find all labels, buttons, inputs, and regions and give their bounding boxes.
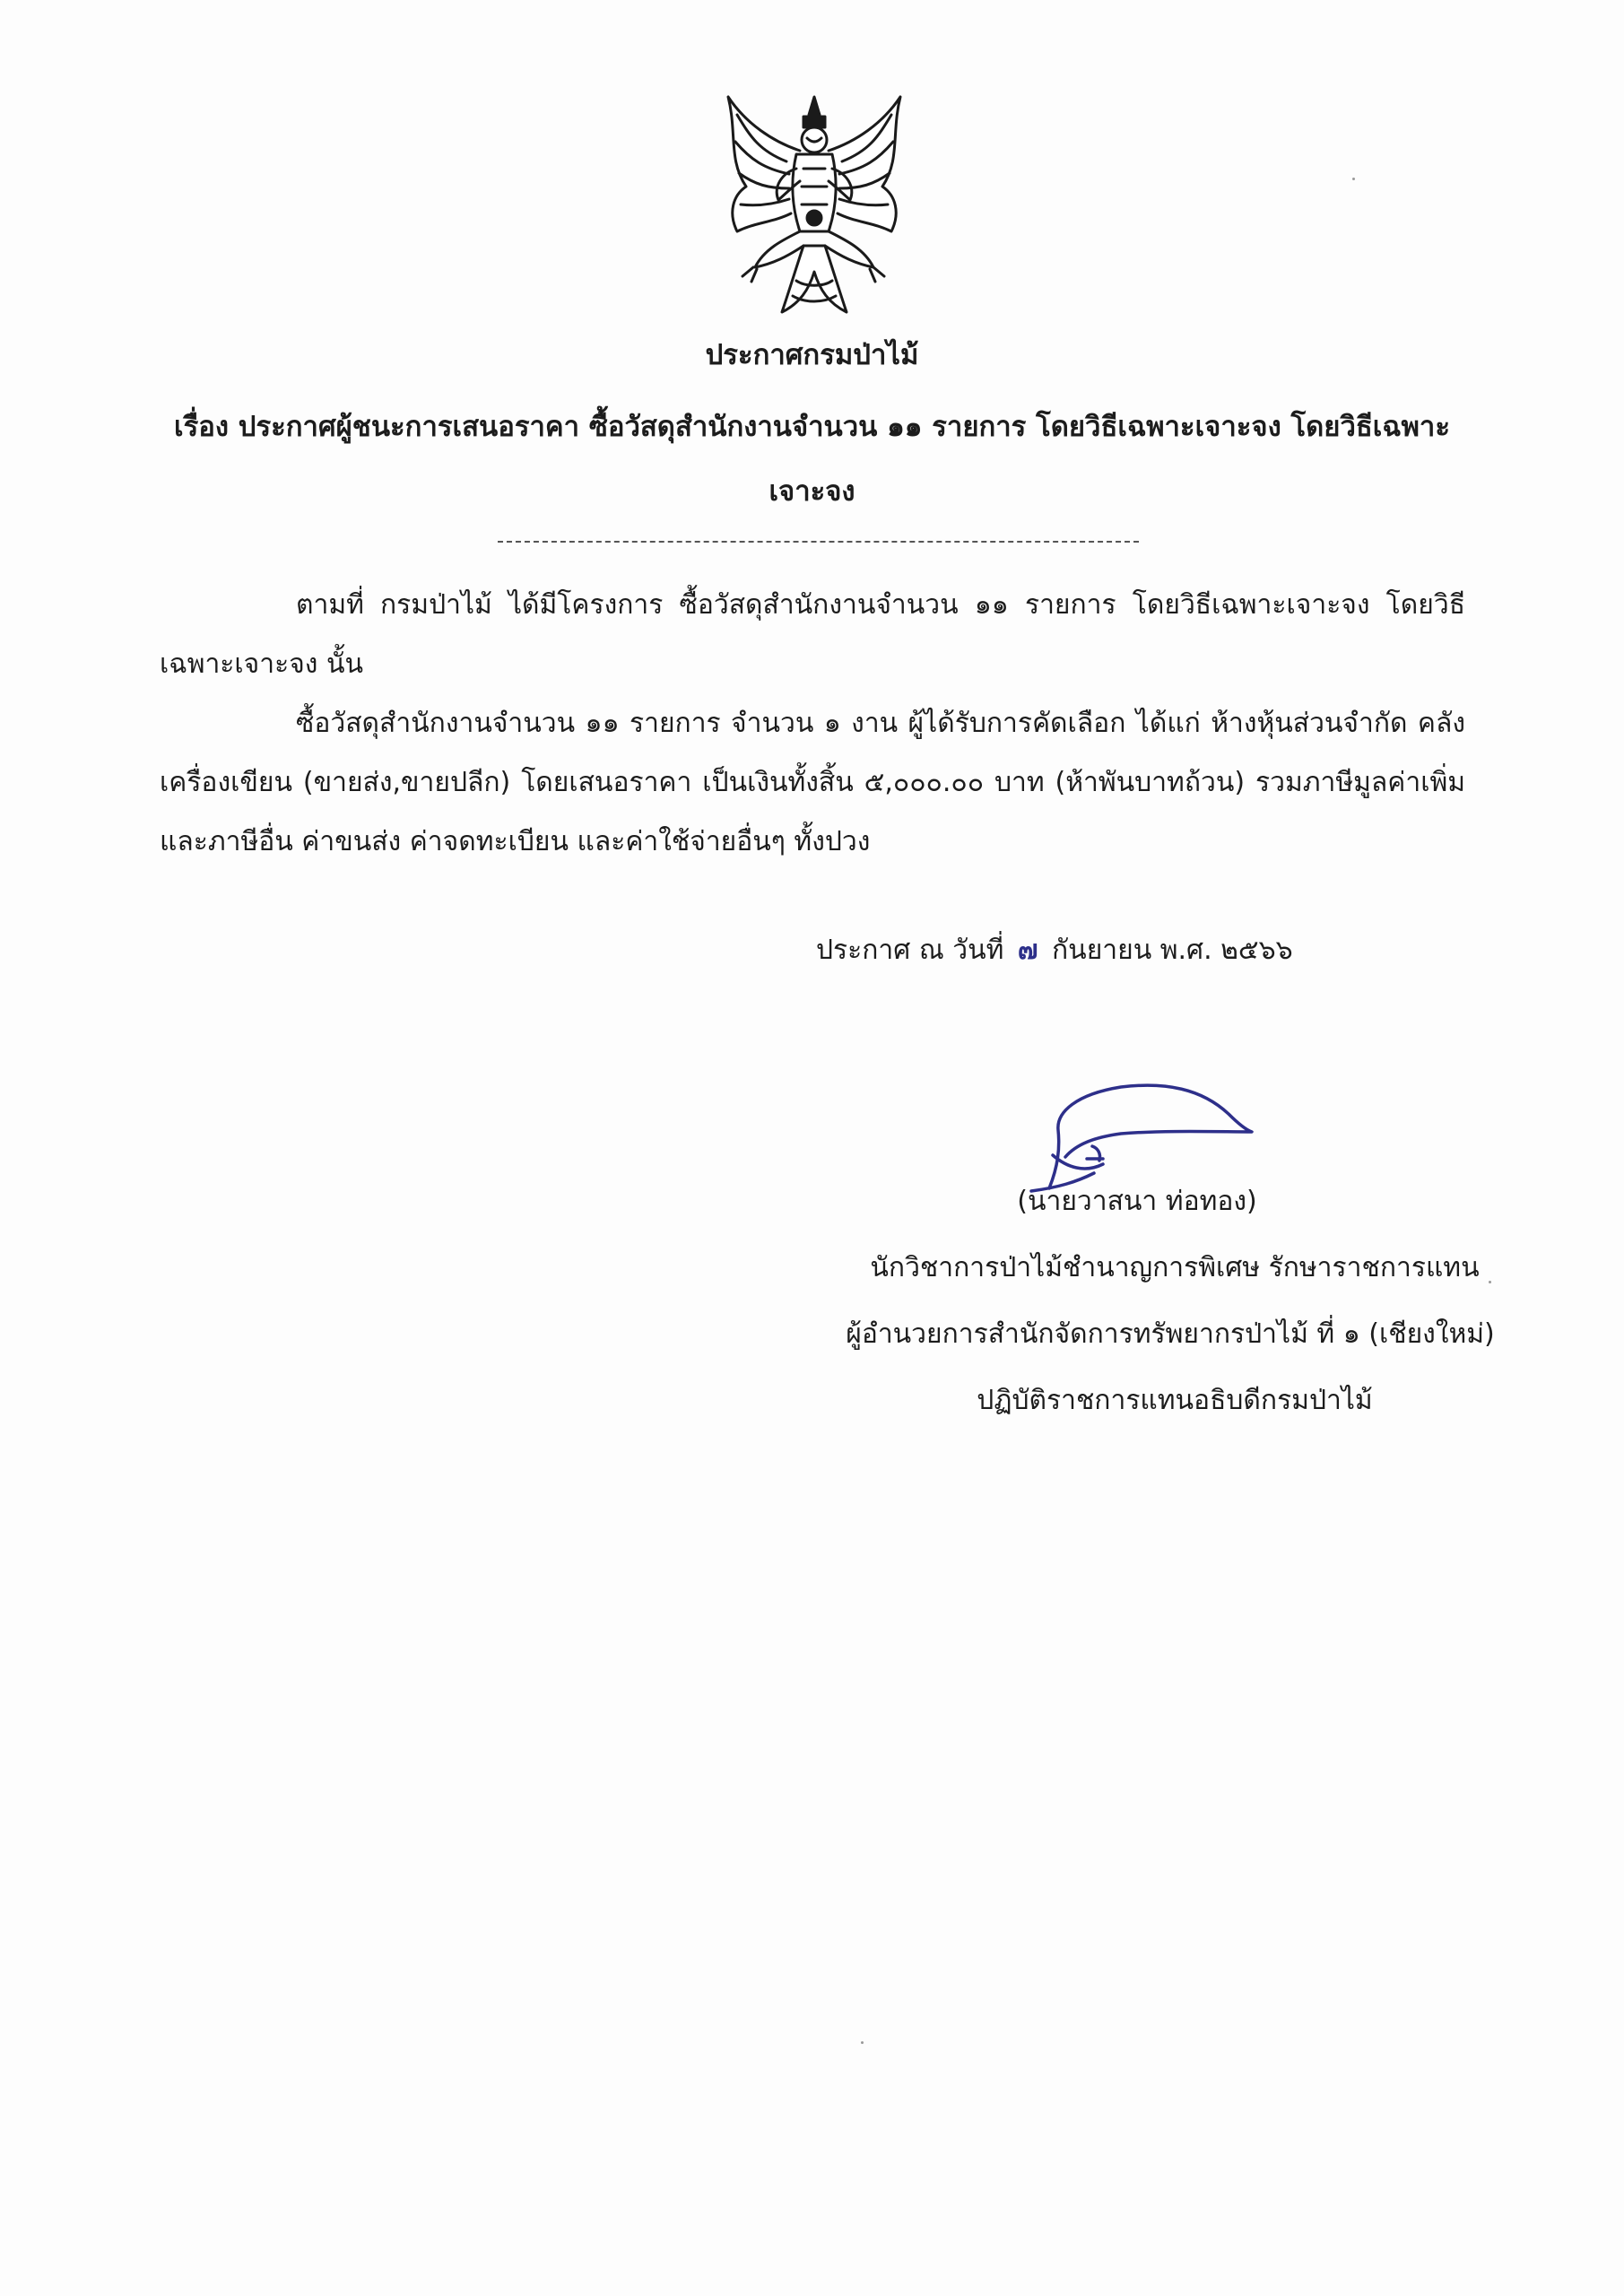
garuda-emblem-icon: [710, 88, 918, 323]
paragraph-2: ซื้อวัสดุสำนักงานจำนวน ๑๑ รายการ จำนวน ๑ งาน ผู้ได้รับการคัดเลือก ได้แก่ ห้างหุ้นส่วนจำกัด คลังเครื่องเขียน (ขายส่ง,ขายปลีก) โดยเสนอราคา เป็นเงินทั้งสิ้น ๕,๐๐๐.๐๐ บาท (ห้าพันบาทถ้วน) รวมภาษีมูลค่าเพิ่มและภาษีอื่น ค่าขนส่ง ค่าจดทะเบียน และค่าใช้จ่ายอื่นๆ ทั้งปวง: [160, 708, 1465, 857]
signer-name: (นายวาสนา ท่อทอง): [1017, 1186, 1257, 1217]
signer-position-2: ผู้อำนวยการสำนักจัดการทรัพยากรป่าไม้ ที่ ๑ (เชียงใหม่): [846, 1318, 1495, 1350]
announce-day: ๗: [1017, 935, 1038, 966]
scan-speck: [1352, 178, 1355, 180]
announce-suffix: กันยายน พ.ศ. ๒๕๖๖: [1052, 935, 1293, 966]
announcement-date: [816, 931, 1293, 970]
paragraph-1: ตามที่ กรมป่าไม้ ได้มีโครงการ ซื้อวัสดุสำนักงานจำนวน ๑๑ รายการ โดยวิธีเฉพาะเจาะจง โดยวิธีเฉพาะเจาะจง นั้น: [160, 589, 1465, 680]
scan-speck: [1489, 1281, 1491, 1283]
dashed-divider: [498, 541, 1139, 543]
subject-line-1: เรื่อง ประกาศผู้ชนะการเสนอราคา ซื้อวัสดุสำนักงานจำนวน ๑๑ รายการ โดยวิธีเฉพาะเจาะจง โดยวิธีเฉพาะ: [174, 411, 1450, 443]
scan-speck: [861, 2041, 864, 2044]
signer-position-3: ปฏิบัติราชการแทนอธิบดีกรมป่าไม้: [977, 1385, 1373, 1416]
subject-line-2: เจาะจง: [769, 475, 855, 508]
document-heading: ประกาศกรมป่าไม้: [705, 339, 919, 371]
signer-position-1: นักวิชาการป่าไม้ชำนาญการพิเศษ รักษาราชการแทน: [870, 1252, 1480, 1283]
announce-prefix: ประกาศ ณ วันที่: [816, 935, 1004, 966]
subject-block: [135, 395, 1489, 524]
